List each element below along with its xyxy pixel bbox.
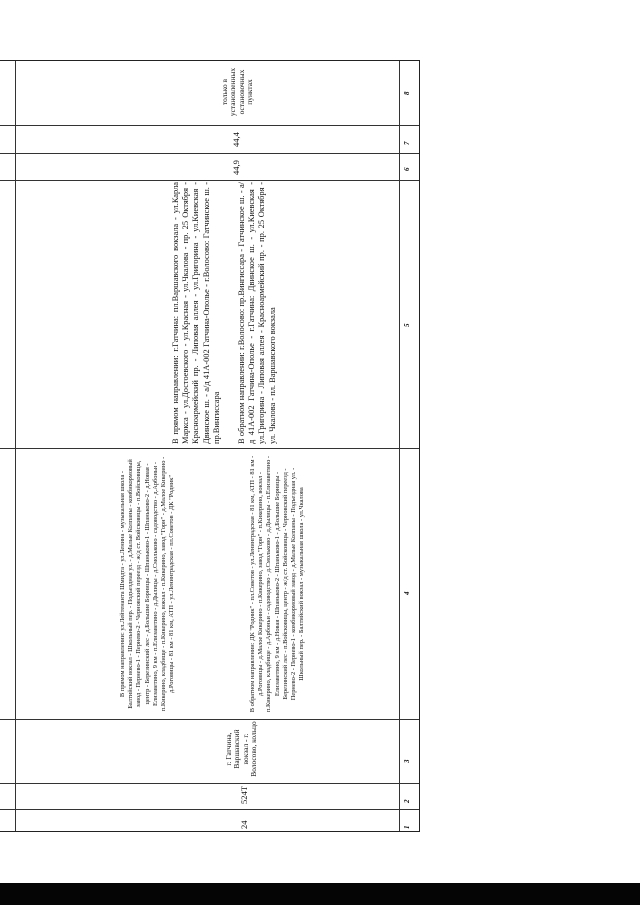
length-forward: 44,9 bbox=[231, 160, 241, 175]
header-col-6: 6 bbox=[403, 167, 411, 171]
header-col-4: 4 bbox=[403, 591, 411, 595]
stops-backward: В обратном направлении: ДК "Родник" - пл.Советов - ул.Ленинградская - 81 км, АТП - 81 км - д.Роговицы - д.Малое Кикерино - п.Кикерино, завод "Горн" - п.Кикерино, вокзал - п.Кикерино, кладбище - д.Арбоньи - садоводство - д.Смольково - д.Дылицы - п.Елизаветино - Елизаветино, 9 км - д.Новая - Шпаньково-2 - Шпаньково-1 - д.Большие Борницы - Березинский лес - п.Войсковицы, центр - ж/д ст. Войсковицы - Черновский переезд - Пернево-2 - Пернево-1 - комбикормовый завод - д.Малые Колпаны - Подъездная ул. - Школьный пер. - Балтийский вокзал - музыкальная школа - ул.Чкалова bbox=[249, 455, 306, 713]
header-col-5: 5 bbox=[403, 323, 411, 327]
col-divider bbox=[0, 125, 419, 126]
col-divider bbox=[0, 153, 419, 154]
streets-forward: В прямом направлении: г.Гатчина: пл.Варшавского вокзала - ул.Карла Маркса - ул.Достоевского - ул.Красная - ул.Чкалова - пр. 25 Октября - Красноармейский пр. - Липовая аллея - ул.Григорина - ул.Киевская - Двинское ш. - а/д 41А-002 Гатчина-Ополье - г.Волосово: Гатчинское ш. - пр.Вингиссара bbox=[171, 182, 221, 444]
stops-forward: В прямом направлении: ул.Лейтенанта Шмидта - ул.Ленина - музыкальная школа - Балтийский вокзал - Школьный пер. - Подъездная ул. - д.Малые Колпаны - комбикормовый завод - Пернево-1 - Пернево-2 - Черновский переезд - ж/д ст. Войсковицы - п.Войсковицы, центр - Березинский лес - д.Большие Борницы - Шпаньково-1 - Шпаньково-2 - д.Новая - Елизаветино, 9 км - п.Елизаветино - д.Дылицы - д.Смольково - садоводство - д.Арбоньи - п.Кикерино, кладбище - п.Кикерино, вокзал - п.Кикерино, завод "Горн" - д.Малое Кикерино - д.Роговицы - 81 км - 81 км, АТП - ул.Ленинградская - пл.Советов - ДК "Родник" bbox=[119, 456, 176, 712]
col-divider bbox=[0, 180, 419, 181]
route-code: 524Т bbox=[239, 786, 249, 804]
col-divider bbox=[0, 448, 419, 449]
header-col-2: 2 bbox=[403, 799, 411, 803]
row-divider bbox=[399, 61, 400, 831]
header-col-3: 3 bbox=[403, 759, 411, 763]
stop-mode: только в установленных остановочных пунктах bbox=[220, 67, 255, 117]
length-backward: 44,4 bbox=[231, 132, 241, 147]
scan-border bbox=[0, 883, 640, 905]
row-number: 24 bbox=[239, 820, 249, 829]
streets-backward: В обратном направлении: г.Волосово: пр.Вингиссара - Гатчинское ш. - а/д 41А-002 Гатчина-Ополье - г.Гатчина: Двинское ш. - ул.Киевская - ул.Григорина - Липовая аллея - Красноармейский пр. - пр. 25 Октября - ул. Чкалова - пл. Варшавского вокзала bbox=[237, 182, 277, 444]
header-col-7: 7 bbox=[403, 141, 411, 145]
col-divider bbox=[0, 719, 419, 720]
route-table bbox=[0, 60, 420, 832]
header-col-1: 1 bbox=[403, 825, 411, 829]
col-divider bbox=[0, 783, 419, 784]
header-col-8: 8 bbox=[403, 91, 411, 95]
route-endpoints: г. Гатчина, Варшавский вокзал - г. Волосово, кольцо bbox=[224, 721, 259, 777]
col-divider bbox=[0, 809, 419, 810]
row-divider bbox=[15, 61, 16, 831]
